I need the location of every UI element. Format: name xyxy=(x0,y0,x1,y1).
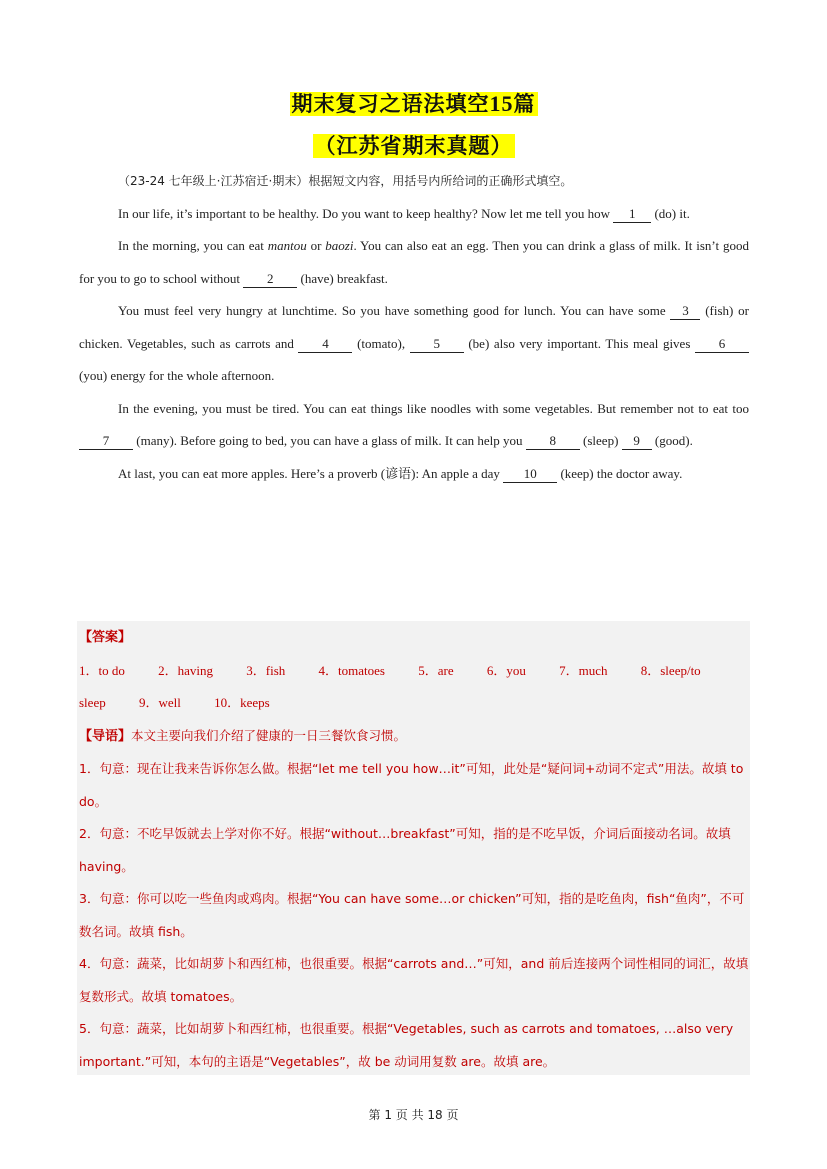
answer-item: 6．you xyxy=(486,662,526,678)
explanation-3: 3．句意：你可以吃一些鱼肉或鸡肉。根据“You can have some…or chicken”可知，指的是吃鱼肉，fish“鱼肉”，不可数名词。故填 fish。 xyxy=(79,891,745,939)
answer-item: 9．well xyxy=(138,695,181,710)
guide-text: 本文主要向我们介绍了健康的一日三餐饮食习惯。 xyxy=(131,727,407,743)
answer-item: 4．tomatoes xyxy=(318,662,385,678)
paragraph-4 xyxy=(79,393,749,458)
p4-text-c: (sleep) xyxy=(579,433,622,448)
answer-item: 5．are xyxy=(418,662,454,678)
p3-text-c: (tomato), xyxy=(352,335,410,351)
p5-text-b: (keep) the doctor away. xyxy=(557,465,683,481)
paragraph-5 xyxy=(79,458,749,491)
blank-4: 4 xyxy=(298,336,352,353)
p2-italic-mantou: mantou xyxy=(267,238,307,253)
explanation-4: 4．句意：蔬菜，比如胡萝卜和西红柿，也很重要。根据“carrots and…”可知，and 前后连接两个词性相同的词汇，故填复数形式。故填 tomatoes。 xyxy=(79,956,749,1004)
answer-item: 2．having xyxy=(158,662,214,678)
p1-text-a: In our life, it’s important to be healthy. Do you want to keep healthy? Now let me tell you how xyxy=(118,205,614,221)
answer-item: 7．much xyxy=(559,662,608,678)
explanation-1: 1．句意：现在让我来告诉你怎么做。根据“let me tell you how…it”可知，此处是“疑问词+动词不定式”用法。故填 to do。 xyxy=(79,761,744,809)
guide-label: 【导语】 xyxy=(79,728,132,744)
answer-section xyxy=(79,621,749,1078)
blank-2: 2 xyxy=(243,271,297,288)
explanation-2: 2．句意：不吃早饭就去上学对你不好。根据“without…breakfast”可知，指的是不吃早饭，介词后面接动名词。故填 having。 xyxy=(79,826,731,874)
p3-text-a: You must feel very hungry at lunchtime. So you have something good for lunch. You can have some xyxy=(118,303,671,318)
p2-or: or xyxy=(306,238,326,253)
blank-8: 8 xyxy=(526,433,580,450)
p3-text-b: (fish) or chicken. Vegetables, such as carrots and xyxy=(79,303,749,351)
p3-text-e: (you) energy for the whole afternoon. xyxy=(79,368,275,383)
p2-text-a: In the morning, you can eat xyxy=(118,238,268,253)
blank-5: 5 xyxy=(410,336,464,353)
answer-list xyxy=(79,655,749,720)
title-sub xyxy=(0,130,827,160)
title-sub-text: （江苏省期末真题） xyxy=(314,134,513,158)
blank-9: 9 xyxy=(622,433,652,450)
blank-6: 6 xyxy=(695,336,749,353)
page-footer: 第 1 页 共 18 页 xyxy=(368,1108,459,1122)
guide-line xyxy=(79,720,749,754)
title-main-text: 期末复习之语法填空 xyxy=(291,92,490,116)
blank-7: 7 xyxy=(79,433,133,450)
paragraph-3 xyxy=(79,295,749,393)
answer-item: 10．keeps xyxy=(214,695,270,710)
paragraph-1 xyxy=(79,198,749,231)
p4-text-d: (good). xyxy=(651,433,693,448)
p5-text-a: At last, you can eat more apples. Here’s a proverb (谚语): An apple a day xyxy=(118,465,504,481)
title-main-suffix: 篇 xyxy=(513,92,536,116)
blank-10: 10 xyxy=(503,466,557,483)
intro-line: （23-24 七年级上·江苏宿迁·期末）根据短文内容，用括号内所给词的正确形式填空。 xyxy=(118,174,573,188)
p3-text-d: (be) also very important. This meal gives xyxy=(463,335,695,351)
answer-item: 1．to do xyxy=(79,662,125,678)
p4-text-a: In the evening, you must be tired. You can eat things like noodles with some vegetables. But remember not to eat too xyxy=(118,400,749,416)
passage xyxy=(79,165,749,490)
answer-label: 【答案】 xyxy=(79,630,132,645)
blank-1: 1 xyxy=(613,206,651,223)
p2-text-b: . You can also eat an egg. Then you can drink a glass of milk. It isn’t good for you to go to school without xyxy=(79,238,749,286)
title-main-number: 15 xyxy=(489,91,514,116)
paragraph-2 xyxy=(79,230,749,295)
p2-italic-baozi: baozi xyxy=(325,238,354,253)
answer-item: 8．sleep/to sleep xyxy=(79,662,701,710)
p2-text-c: (have) breakfast. xyxy=(297,270,388,286)
title-main xyxy=(0,88,827,118)
p4-text-b: (many). Before going to bed, you can have a glass of milk. It can help you xyxy=(133,433,526,448)
blank-3: 3 xyxy=(670,303,700,320)
p1-text-b: (do) it. xyxy=(651,205,690,221)
answer-item: 3．fish xyxy=(246,662,286,678)
explanation-5: 5．句意：蔬菜，比如胡萝卜和西红柿，也很重要。根据“Vegetables, such as carrots and tomatoes, …also very important.”可知，本句的主语是“Vegetables”，故 be 动词用复数 are。故填 are。 xyxy=(79,1021,734,1069)
